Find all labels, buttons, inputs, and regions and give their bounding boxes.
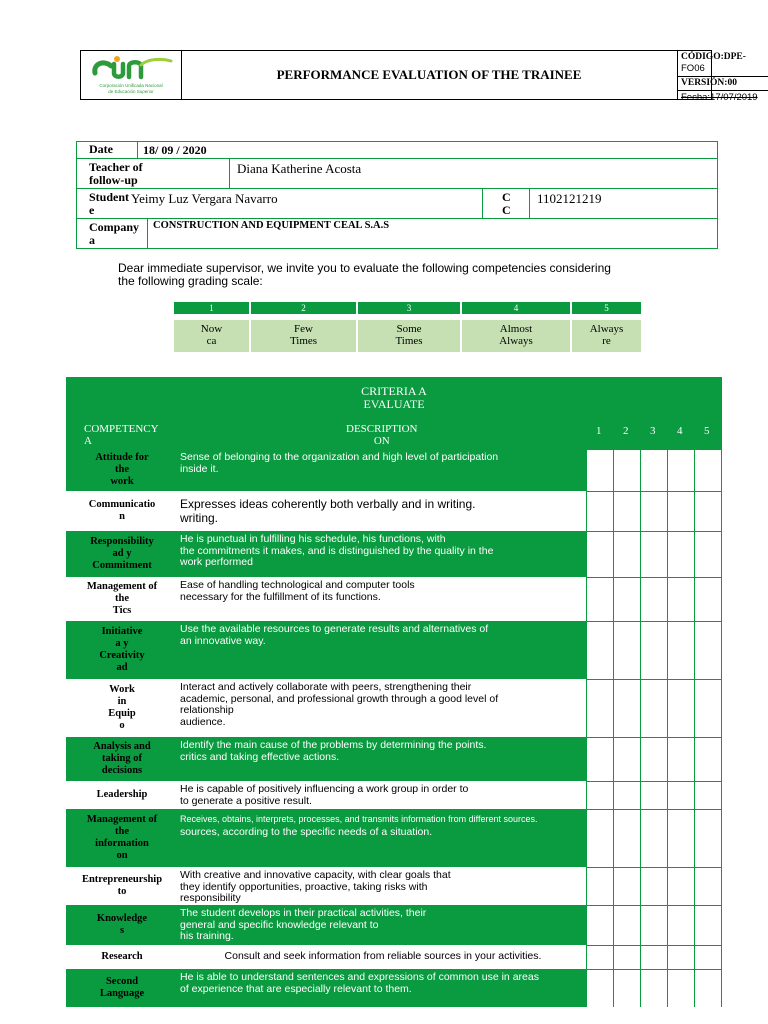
description-cell: The student develops in their practical activities, their general and specific knowledge relevant to his training. (180, 907, 427, 942)
score-cell-4[interactable] (667, 969, 668, 1007)
score-cell-3[interactable] (640, 781, 641, 809)
cc-value: 1102121219 (537, 191, 602, 206)
row-divider (586, 781, 722, 782)
score-cell-5[interactable] (694, 679, 695, 737)
score-cell-1[interactable] (586, 737, 587, 781)
row-divider (586, 491, 722, 492)
score-grid-edge (721, 449, 722, 491)
criteria-row (66, 491, 722, 531)
row-divider (586, 905, 722, 906)
score-cell-5[interactable] (694, 781, 695, 809)
score-grid-edge (721, 905, 722, 945)
score-cell-1[interactable] (586, 969, 587, 1007)
score-cell-4[interactable] (667, 621, 668, 679)
row-divider (586, 867, 722, 868)
info-row-teacher (77, 159, 717, 189)
scale-label: Few Times (251, 320, 358, 352)
score-header: 5 (704, 425, 710, 437)
score-cell-3[interactable] (640, 621, 641, 679)
description-cell: He is able to understand sentences and expressions of common use in areas of experience that are especially relevant to them. (180, 971, 539, 995)
criteria-table (66, 377, 722, 1007)
score-cell-2[interactable] (613, 867, 614, 905)
info-table (76, 141, 718, 249)
grading-scale-labels (174, 320, 641, 352)
score-cells (586, 737, 722, 781)
score-cells (586, 531, 722, 577)
cc-label: C C (502, 190, 511, 217)
score-header: 1 (596, 425, 602, 437)
score-cell-1[interactable] (586, 945, 587, 969)
criteria-row (66, 737, 722, 781)
score-grid-edge (721, 809, 722, 867)
svg-text:Corporación Unificada Nacional: Corporación Unificada Nacional (99, 83, 163, 88)
score-cell-5[interactable] (694, 905, 695, 945)
score-cell-5[interactable] (694, 867, 695, 905)
score-cell-5[interactable] (694, 449, 695, 491)
score-cell-3[interactable] (640, 945, 641, 969)
company-label: Company a (89, 220, 140, 247)
document-title: PERFORMANCE EVALUATION OF THE TRAINEE (276, 67, 582, 82)
score-cell-4[interactable] (667, 905, 668, 945)
description-cell: Interact and actively collaborate with peers, strengthening their academic, personal, and professional growth through a good level of relationship audience. (180, 681, 499, 728)
score-cell-3[interactable] (640, 905, 641, 945)
score-cell-3[interactable] (640, 867, 641, 905)
grading-scale-numbers (174, 302, 641, 314)
description-cell: Ease of handling technological and computer tools necessary for the fulfillment of its functions. (180, 579, 415, 603)
description-cell: Use the available resources to generate results and alternatives of an innovative way. (180, 623, 489, 647)
score-grid-edge (721, 621, 722, 679)
description-cell: He is punctual in fulfilling his schedule, his functions, with the commitments it makes, and is distinguished by the quality in the work performed (180, 533, 494, 568)
score-cell-1[interactable] (586, 449, 587, 491)
description-cell: Identify the main cause of the problems by determining the points. critics and taking effective actions. (180, 739, 487, 763)
criteria-row (66, 577, 722, 621)
criteria-title: CRITERIA A EVALUATE (66, 377, 722, 415)
score-cell-2[interactable] (613, 945, 614, 969)
criteria-row (66, 969, 722, 1007)
scale-number: 3 (358, 302, 462, 314)
score-grid-edge (721, 867, 722, 905)
competency-cell: Responsibility ad y Commitment (90, 536, 154, 571)
score-cell-1[interactable] (586, 867, 587, 905)
score-header: 4 (677, 425, 683, 437)
score-cells (586, 577, 722, 621)
competency-cell: Second Language (99, 976, 145, 999)
score-grid-edge (721, 969, 722, 1007)
score-grid-edge (721, 679, 722, 737)
scale-label: Now ca (174, 320, 251, 352)
score-cell-4[interactable] (667, 945, 668, 969)
score-cells (586, 809, 722, 867)
criteria-row (66, 905, 722, 945)
competency-cell: Attitude for the work (95, 452, 149, 487)
score-cells (586, 867, 722, 905)
score-header: 3 (650, 425, 656, 437)
score-cell-2[interactable] (613, 969, 614, 1007)
competency-cell: Entrepreneurship to (81, 874, 163, 897)
description-cell: With creative and innovative capacity, with clear goals that they identify opportunities, proactive, taking risks with responsibility (180, 869, 451, 904)
score-cell-3[interactable] (640, 969, 641, 1007)
score-grid-edge (721, 945, 722, 969)
score-cell-4[interactable] (667, 449, 668, 491)
score-cells (586, 969, 722, 1007)
score-cell-2[interactable] (613, 679, 614, 737)
student-value: Yeimy Luz Vergara Navarro (131, 191, 278, 206)
date-value: 18/ 09 / 2020 (143, 143, 207, 157)
svg-text:de Educación Superior: de Educación Superior (108, 89, 154, 94)
row-divider (586, 809, 722, 810)
teacher-value: Diana Katherine Acosta (237, 161, 362, 176)
score-cell-5[interactable] (694, 491, 695, 531)
score-cell-2[interactable] (613, 905, 614, 945)
scale-number: 4 (462, 302, 572, 314)
score-cell-3[interactable] (640, 449, 641, 491)
competency-cell: Research (101, 951, 143, 962)
criteria-body (66, 449, 722, 1007)
score-cell-1[interactable] (586, 621, 587, 679)
criteria-header-row (66, 415, 722, 449)
scale-number: 5 (572, 302, 641, 314)
scale-number: 1 (174, 302, 251, 314)
score-cell-4[interactable] (667, 531, 668, 577)
description-cell: Expresses ideas coherently both verbally and in writing. writing. (180, 497, 476, 525)
competency-cell: Knowledge s (96, 913, 148, 936)
score-cell-1[interactable] (586, 905, 587, 945)
criteria-row (66, 781, 722, 809)
info-row-company (77, 219, 717, 248)
score-cell-3[interactable] (640, 737, 641, 781)
score-cell-2[interactable] (613, 449, 614, 491)
student-label: Student e (89, 190, 130, 217)
score-cell-4[interactable] (667, 809, 668, 867)
info-row-date (77, 142, 717, 159)
criteria-row (66, 531, 722, 577)
score-cell-1[interactable] (586, 781, 587, 809)
description-cell: Receives, obtains, interprets, processes, and transmits information from different sources. sources, according to the specific needs of a situation. (180, 814, 538, 838)
scale-label: Some Times (358, 320, 462, 352)
description-header: DESCRIPTION ON (346, 423, 418, 447)
scale-number: 2 (251, 302, 358, 314)
score-cell-5[interactable] (694, 621, 695, 679)
score-cell-5[interactable] (694, 809, 695, 867)
criteria-row (66, 945, 722, 969)
criteria-row (66, 867, 722, 905)
competency-cell: Initiative a y Creativity ad (99, 626, 145, 673)
scale-label: Always re (572, 320, 641, 352)
score-grid-edge (721, 577, 722, 621)
company-value: CONSTRUCTION AND EQUIPMENT CEAL S.A.S (153, 220, 390, 231)
score-cell-2[interactable] (613, 531, 614, 577)
score-cell-4[interactable] (667, 679, 668, 737)
date-label: Date (89, 142, 113, 156)
description-cell: Sense of belonging to the organization and high level of participation inside it. (180, 451, 499, 475)
row-divider (586, 577, 722, 578)
score-cell-1[interactable] (586, 679, 587, 737)
row-divider (586, 969, 722, 970)
score-grid-edge (721, 491, 722, 531)
score-cell-3[interactable] (640, 577, 641, 621)
score-cells (586, 491, 722, 531)
score-cell-1[interactable] (586, 491, 587, 531)
score-cell-2[interactable] (613, 577, 614, 621)
score-cell-2[interactable] (613, 737, 614, 781)
description-cell: Consult and seek information from reliable sources in your activities. (224, 950, 542, 962)
info-row-student (77, 189, 717, 219)
intro-text: Dear immediate supervisor, we invite you to evaluate the following competencies considering the following grading scale: (118, 261, 611, 288)
score-cell-5[interactable] (694, 969, 695, 1007)
score-cell-2[interactable] (613, 781, 614, 809)
score-cell-5[interactable] (694, 737, 695, 781)
score-cell-3[interactable] (640, 809, 641, 867)
criteria-row (66, 449, 722, 491)
date-code-label: Fecha:17/07/2019 (681, 92, 758, 103)
score-cell-2[interactable] (613, 491, 614, 531)
document-header (80, 50, 758, 103)
score-cell-1[interactable] (586, 577, 587, 621)
row-divider (586, 737, 722, 738)
score-cell-4[interactable] (667, 867, 668, 905)
score-cell-1[interactable] (586, 809, 587, 867)
row-divider (586, 679, 722, 680)
score-header: 2 (623, 425, 629, 437)
score-grid-edge (721, 531, 722, 577)
criteria-row (66, 809, 722, 867)
score-cells (586, 781, 722, 809)
document-codes (677, 51, 768, 103)
score-cell-4[interactable] (667, 737, 668, 781)
scale-label: Almost Always (462, 320, 572, 352)
competency-cell: Analysis and taking of decisions (93, 741, 151, 776)
teacher-label: Teacher of follow-up (89, 160, 143, 187)
score-cell-5[interactable] (694, 531, 695, 577)
score-cell-1[interactable] (586, 531, 587, 577)
score-cells (586, 945, 722, 969)
criteria-row (66, 679, 722, 737)
score-cell-4[interactable] (667, 781, 668, 809)
competency-header: COMPETENCY A (84, 423, 159, 447)
score-cell-3[interactable] (640, 491, 641, 531)
score-cells (586, 449, 722, 491)
score-cell-4[interactable] (667, 577, 668, 621)
row-divider (586, 449, 722, 450)
competency-cell: Management of the Tics (86, 581, 158, 616)
score-cell-5[interactable] (694, 577, 695, 621)
competency-cell: Communicatio n (88, 499, 156, 522)
score-grid-edge (721, 781, 722, 809)
competency-cell: Leadership (96, 789, 148, 800)
score-cells (586, 679, 722, 737)
row-divider (586, 621, 722, 622)
grading-scale (174, 302, 641, 352)
version-label: VERSIÓN:00 (678, 77, 768, 91)
score-cells (586, 905, 722, 945)
row-divider (586, 531, 722, 532)
competency-cell: Work in Equip o (108, 684, 136, 731)
cun-logo (81, 51, 182, 99)
score-cell-4[interactable] (667, 491, 668, 531)
score-cells (586, 621, 722, 679)
score-cell-2[interactable] (613, 621, 614, 679)
score-cell-5[interactable] (694, 945, 695, 969)
score-cell-3[interactable] (640, 679, 641, 737)
competency-cell: Management of the information on (86, 814, 158, 861)
row-divider (586, 945, 722, 946)
score-grid-edge (721, 737, 722, 781)
code-label: CÓDIGO:DPE- FO06 (678, 51, 768, 77)
score-cell-2[interactable] (613, 809, 614, 867)
criteria-row (66, 621, 722, 679)
score-cell-3[interactable] (640, 531, 641, 577)
description-cell: He is capable of positively influencing a work group in order to to generate a positive result. (180, 783, 469, 807)
